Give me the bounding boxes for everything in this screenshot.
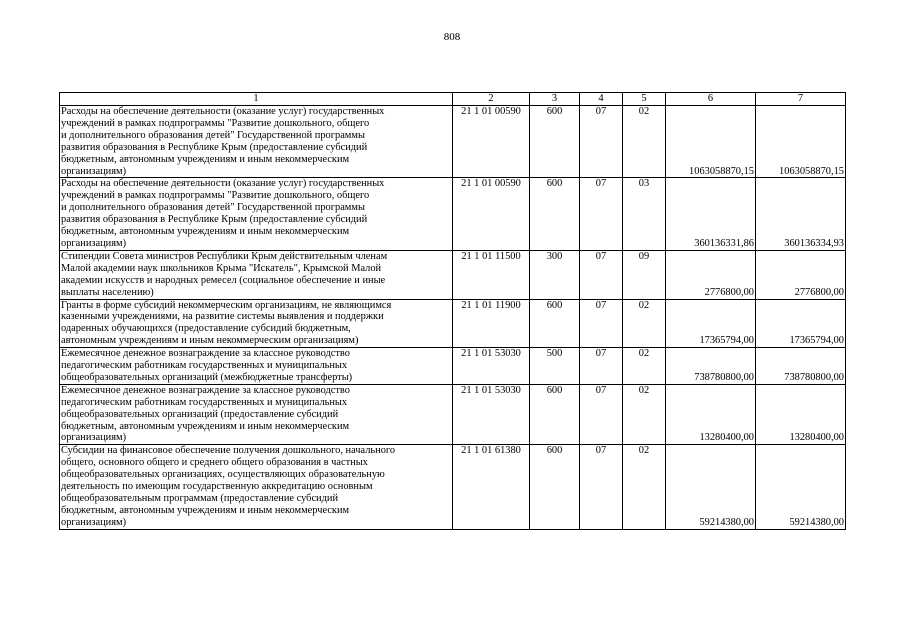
amount-cell: 2776800,00	[756, 250, 846, 299]
description-line: бюджетным, автономным учреждениям и иным некоммерческим	[61, 504, 350, 516]
column-header: 7	[756, 93, 846, 106]
description-line: бюджетным, автономным учреждениям и иным некоммерческим	[61, 226, 350, 238]
description-line: общего, основного общего и среднего общего образования в частных	[61, 457, 368, 469]
description-line: бюджетным, автономным учреждениям и иным некоммерческим	[61, 420, 350, 432]
description-line: академии искусств и народных ремесел (социальное обеспечение и иные	[61, 274, 386, 286]
amount-cell: 738780800,00	[756, 348, 846, 385]
table-row	[60, 445, 846, 529]
expense-type-cell: 500	[530, 348, 580, 385]
amount-cell: 13280400,00	[666, 384, 756, 445]
amount-cell: 2776800,00	[666, 250, 756, 299]
budget-code-cell: 21 1 01 61380	[453, 445, 530, 529]
section-cell: 07	[580, 348, 623, 385]
description-line: казенными учреждениями, на развитие системы выявления и поддержки	[61, 311, 384, 323]
description-line: организациям)	[61, 165, 127, 177]
subsection-cell: 02	[623, 106, 666, 178]
description-line: общеобразовательных организациях, осуществляющих образовательную	[61, 469, 385, 481]
row-description	[60, 384, 453, 445]
amount-cell: 360136331,86	[666, 178, 756, 250]
description-line: Ежемесячное денежное вознаграждение за классное руководство	[61, 384, 350, 396]
description-line: Расходы на обеспечение деятельности (оказание услуг) государственных	[61, 178, 385, 190]
section-cell: 07	[580, 106, 623, 178]
section-cell: 07	[580, 384, 623, 445]
column-header: 2	[453, 93, 530, 106]
description-line: развития образования в Республике Крым (предоставление субсидий	[61, 141, 368, 153]
row-description	[60, 445, 453, 529]
description-line: организациям)	[61, 237, 127, 249]
description-line: автономным учреждениям и иным некоммерческим организациям)	[61, 335, 359, 347]
description-line: Малой академии наук школьников Крыма "Искатель", Крымской Малой	[61, 262, 382, 274]
table-row	[60, 299, 846, 348]
column-header: 6	[666, 93, 756, 106]
description-line: общеобразовательным программам (предоставление субсидий	[61, 493, 339, 504]
amount-cell: 17365794,00	[756, 299, 846, 348]
expense-type-cell: 300	[530, 250, 580, 299]
section-cell: 07	[580, 445, 623, 529]
description-line: учреждений в рамках подпрограммы "Развитие дошкольного, общего	[61, 117, 370, 129]
subsection-cell: 02	[623, 445, 666, 529]
subsection-cell: 02	[623, 348, 666, 385]
description-line: организациям)	[61, 432, 127, 444]
expense-type-cell: 600	[530, 384, 580, 445]
row-description	[60, 348, 453, 385]
description-line: педагогическим работникам государственных и муниципальных	[61, 360, 348, 372]
budget-code-cell: 21 1 01 53030	[453, 348, 530, 385]
budget-code-cell: 21 1 01 00590	[453, 178, 530, 250]
amount-cell: 738780800,00	[666, 348, 756, 385]
expense-type-cell: 600	[530, 445, 580, 529]
budget-code-cell: 21 1 01 53030	[453, 384, 530, 445]
amount-cell: 13280400,00	[756, 384, 846, 445]
description-line: Гранты в форме субсидий некоммерческим организациям, не являющимся	[61, 299, 392, 311]
table-header-row	[60, 93, 846, 106]
description-line: Ежемесячное денежное вознаграждение за классное руководство	[61, 348, 350, 360]
description-line: организациям)	[61, 516, 127, 528]
description-line: Стипендии Совета министров Республики Крым действительным членам	[61, 250, 388, 262]
column-header: 5	[623, 93, 666, 106]
table-row	[60, 106, 846, 178]
budget-table	[59, 92, 846, 530]
section-cell: 07	[580, 299, 623, 348]
budget-code-cell: 21 1 01 11500	[453, 250, 530, 299]
expense-type-cell: 600	[530, 178, 580, 250]
page-number: 808	[443, 31, 461, 43]
row-description	[60, 299, 453, 348]
amount-cell: 17365794,00	[666, 299, 756, 348]
description-line: общеобразовательных организаций (предоставление субсидий	[61, 408, 339, 420]
budget-code-cell: 21 1 01 11900	[453, 299, 530, 348]
column-header: 1	[60, 93, 453, 106]
expense-type-cell: 600	[530, 106, 580, 178]
description-line: общеобразовательных организаций (межбюджетные трансферты)	[61, 371, 353, 383]
description-line: Субсидии на финансовое обеспечение получения дошкольного, начального	[61, 445, 396, 457]
subsection-cell: 03	[623, 178, 666, 250]
description-line: бюджетным, автономным учреждениям и иным некоммерческим	[61, 153, 350, 165]
amount-cell: 1063058870,15	[666, 106, 756, 178]
subsection-cell: 09	[623, 250, 666, 299]
amount-cell: 1063058870,15	[756, 106, 846, 178]
row-description	[60, 250, 453, 299]
description-line: развития образования в Республике Крым (предоставление субсидий	[61, 214, 368, 226]
table-row	[60, 348, 846, 385]
section-cell: 07	[580, 178, 623, 250]
subsection-cell: 02	[623, 299, 666, 348]
description-line: деятельность по имеющим государственную аккредитацию основным	[61, 481, 373, 493]
table-row	[60, 178, 846, 250]
table-row	[60, 384, 846, 445]
table-row	[60, 250, 846, 299]
description-line: Расходы на обеспечение деятельности (оказание услуг) государственных	[61, 106, 385, 117]
row-description	[60, 106, 453, 178]
column-header: 3	[530, 93, 580, 106]
description-line: педагогическим работникам государственных и муниципальных	[61, 396, 348, 408]
section-cell: 07	[580, 250, 623, 299]
description-line: и дополнительного образования детей" Государственной программы	[61, 202, 365, 214]
amount-cell: 59214380,00	[666, 445, 756, 529]
budget-code-cell: 21 1 01 00590	[453, 106, 530, 178]
subsection-cell: 02	[623, 384, 666, 445]
row-description	[60, 178, 453, 250]
description-line: выплаты населению)	[61, 286, 154, 298]
amount-cell: 59214380,00	[756, 445, 846, 529]
description-line: учреждений в рамках подпрограммы "Развитие дошкольного, общего	[61, 190, 370, 202]
description-line: и дополнительного образования детей" Государственной программы	[61, 129, 365, 141]
expense-type-cell: 600	[530, 299, 580, 348]
column-header: 4	[580, 93, 623, 106]
description-line: одаренных обучающихся (предоставление субсидий бюджетным,	[61, 323, 351, 335]
amount-cell: 360136334,93	[756, 178, 846, 250]
